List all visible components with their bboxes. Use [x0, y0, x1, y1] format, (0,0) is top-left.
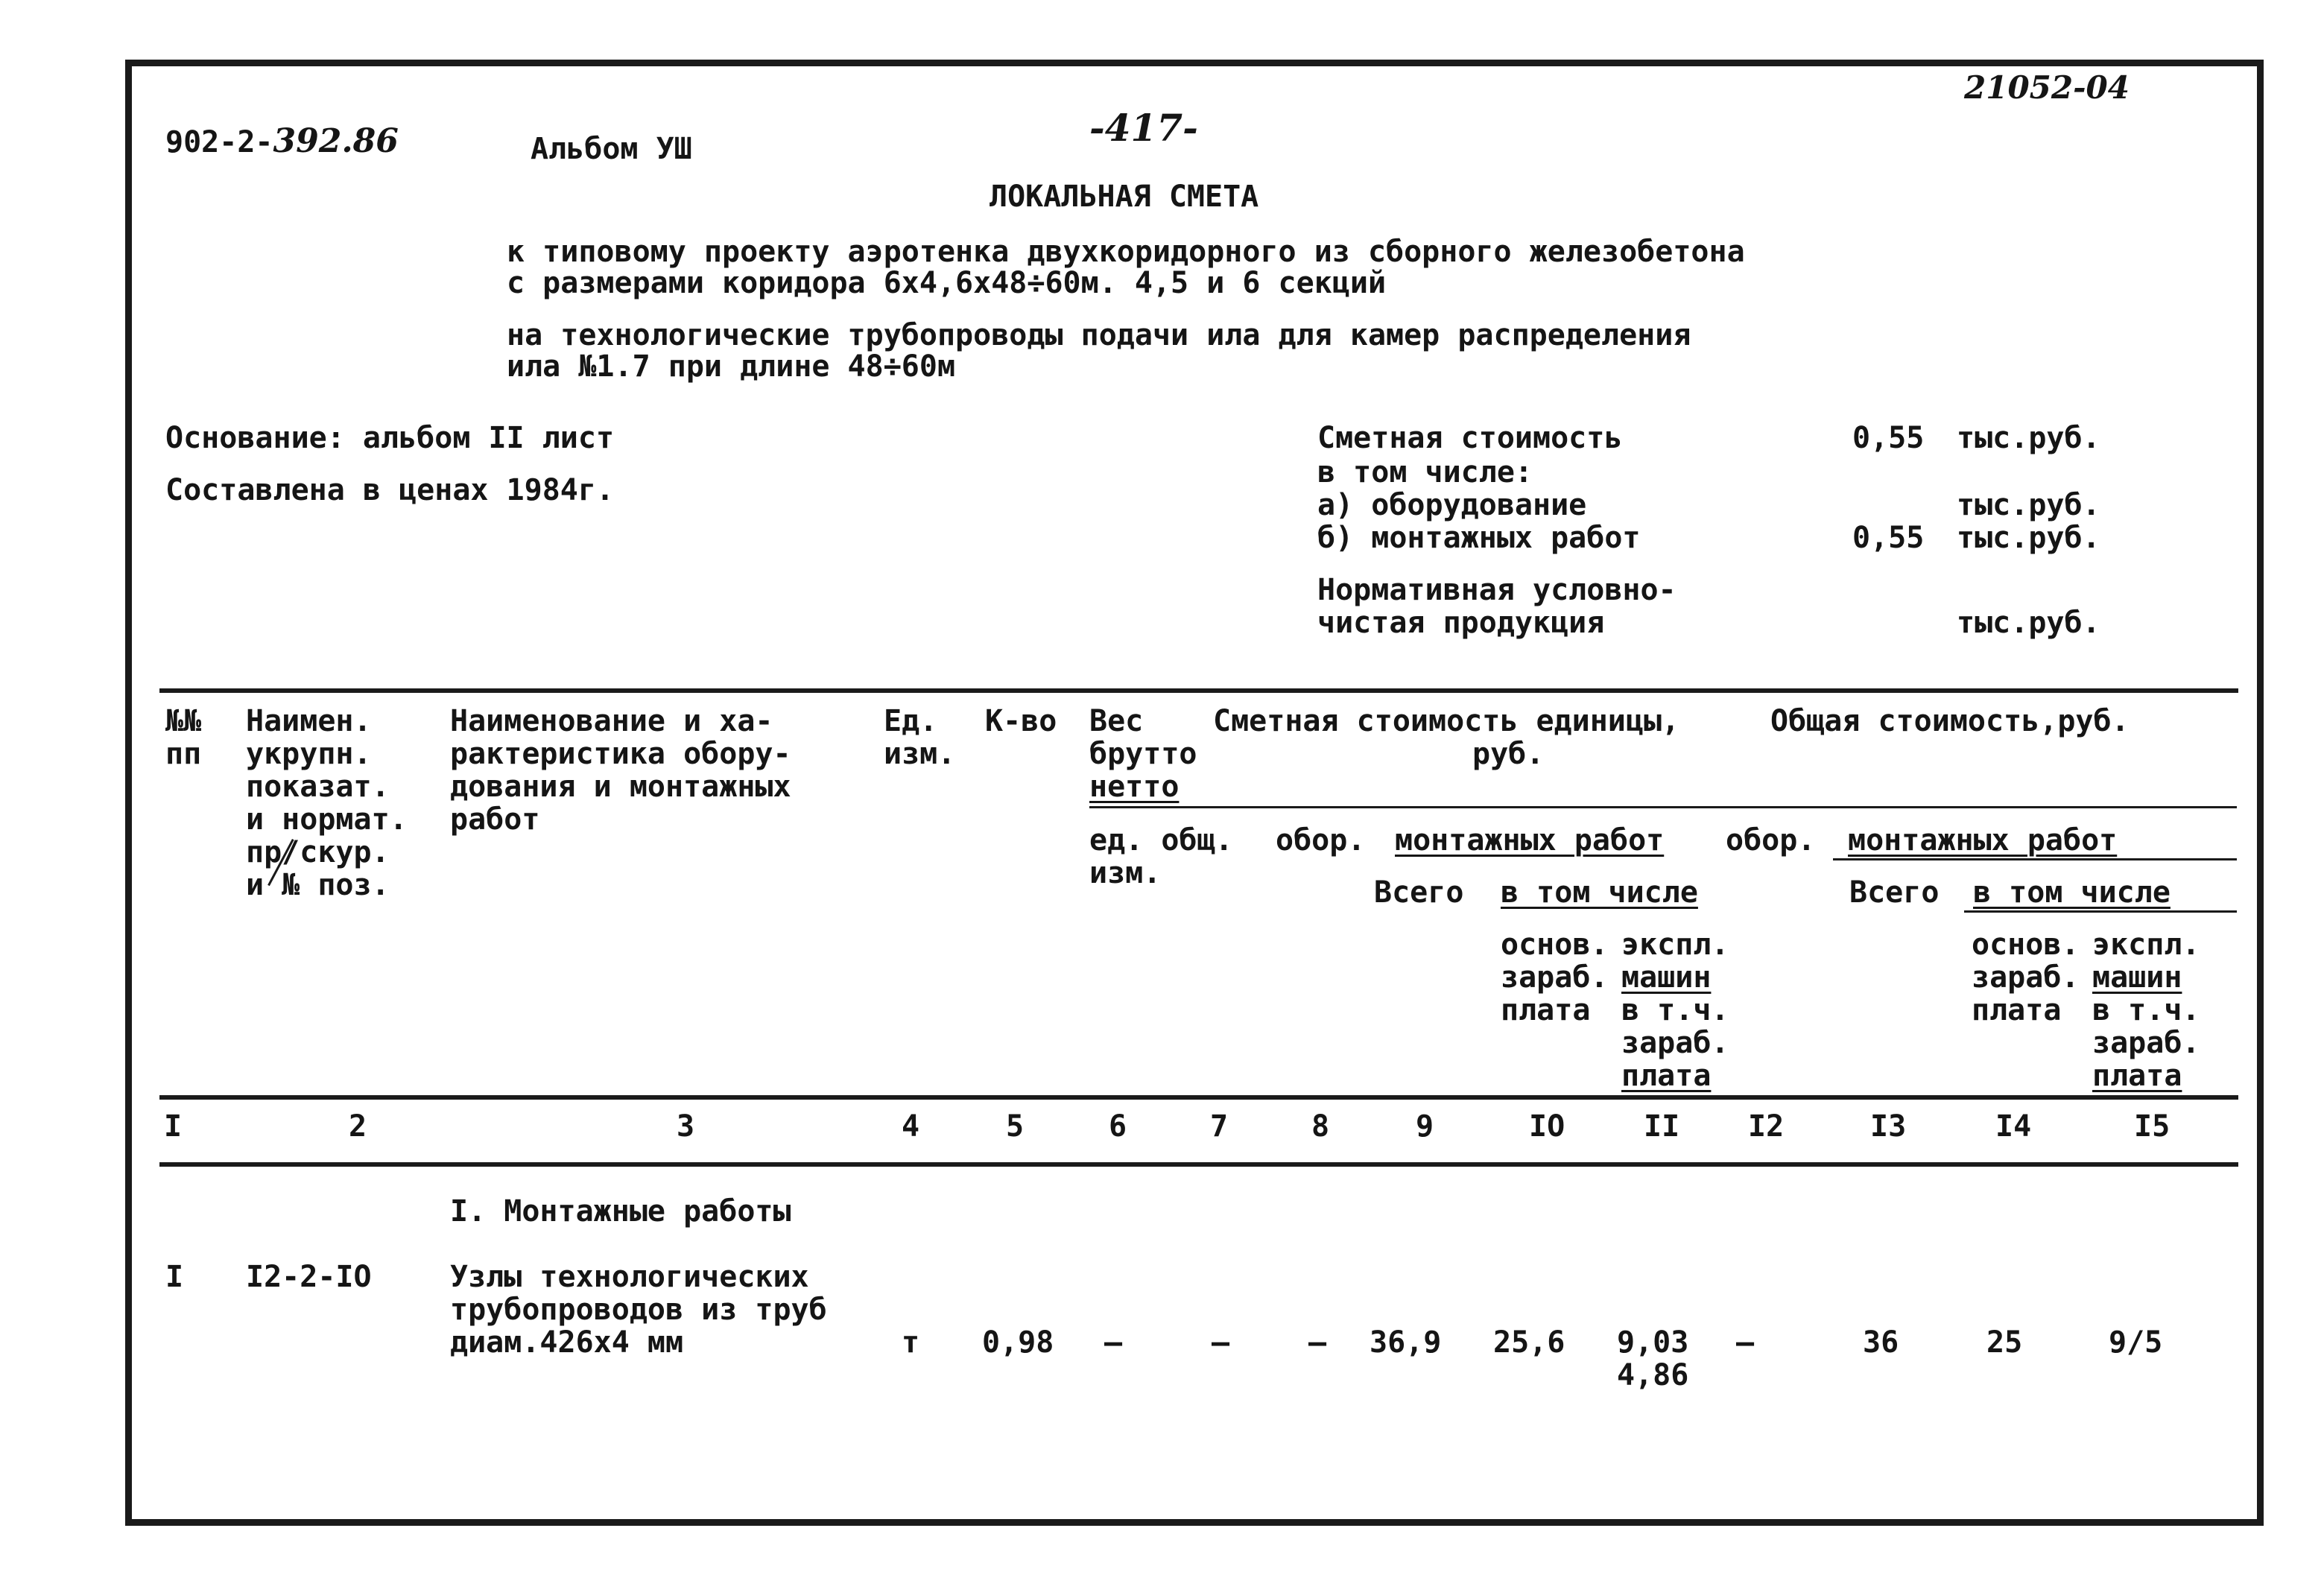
equipment-unit: тыс.руб. — [1957, 488, 2100, 522]
per-unit-label: ед. общ. изм. — [1089, 823, 1233, 890]
base-wage-label: основ. зараб. плата — [1501, 928, 1609, 1027]
base-wage-label-2: основ. зараб. плата — [1972, 928, 2080, 1027]
row-col8: – — [1308, 1325, 1327, 1360]
net-label-2: чистая продукция — [1317, 606, 1605, 640]
total-label: Всего — [1374, 875, 1464, 910]
document-title: ЛОКАЛЬНАЯ СМЕТА — [990, 180, 1259, 214]
basis-line: Основание: альбом II лист — [165, 421, 615, 455]
incl-wage-label-2: в т.ч. зараб. — [2092, 993, 2200, 1060]
column-number: I5 — [2134, 1109, 2171, 1144]
row-col11: 9,03 4,86 — [1617, 1325, 1689, 1392]
title-line-2: с размерами коридора 6х4,6х48÷60м. 4,5 и 6 секций — [507, 266, 1387, 300]
row-code: I2-2-IO — [246, 1260, 372, 1294]
header-underline-1 — [1089, 806, 2237, 808]
doc-number: 902-2-392.86 — [165, 122, 399, 160]
install-unit: тыс.руб. — [1957, 521, 2100, 555]
page-number: -417- — [1089, 106, 1198, 150]
row-col12: – — [1736, 1325, 1755, 1360]
row-col6: – — [1104, 1325, 1123, 1360]
col-header-code: Наимен. укрупн. показат. и нормат. пр/скур. и № поз. — [246, 704, 408, 902]
equipment-col-label: обор. — [1276, 823, 1366, 858]
column-number: I4 — [1995, 1109, 2032, 1144]
col-header-weight-net: нетто — [1089, 770, 1180, 804]
column-number: 6 — [1108, 1109, 1127, 1144]
column-number: I3 — [1870, 1109, 1907, 1144]
cost-label: Сметная стоимость — [1317, 421, 1623, 455]
row-unit: т — [902, 1325, 920, 1360]
machine-label-2-u: машин — [2092, 960, 2182, 995]
row-col14: 25 — [1986, 1325, 2023, 1360]
install-works-label: монтажных работ — [1395, 823, 1665, 858]
unit-cost-header: Сметная стоимость единицы, — [1213, 704, 1680, 738]
column-number: 4 — [901, 1109, 920, 1144]
net-label-1: Нормативная условно- — [1317, 573, 1676, 607]
machine-label-u: машин — [1621, 960, 1712, 995]
net-unit: тыс.руб. — [1957, 606, 2100, 640]
incl-wage-label-2-u: плата — [2092, 1059, 2182, 1093]
equipment-col-label-2: обор. — [1726, 823, 1816, 858]
incl-label-header: в том числе — [1501, 875, 1698, 910]
cost-unit: тыс.руб. — [1957, 421, 2100, 455]
total-cost-header: Общая стоимость,руб. — [1770, 704, 2130, 738]
col-header-name: Наименование и ха- рактеристика обору- дования и монтажных работ — [450, 704, 791, 837]
column-numbers-top-rule — [159, 1095, 2238, 1100]
column-number: 2 — [348, 1109, 367, 1144]
col-header-unit: Ед. изм. — [884, 704, 956, 771]
unit-cost-rub: руб. — [1472, 737, 1545, 771]
incl-wage-label-u: плата — [1621, 1059, 1712, 1093]
machine-label: экспл. — [1621, 928, 1729, 962]
install-label: б) монтажных работ — [1317, 521, 1641, 555]
row-qty: 0,98 — [982, 1325, 1054, 1360]
title-line-3: на технологические трубопроводы подачи ила для камер распределения — [507, 318, 1691, 352]
album-label: Альбом УШ — [531, 132, 692, 166]
column-number: 7 — [1209, 1109, 1229, 1144]
row-col9: 36,9 — [1370, 1325, 1442, 1360]
column-number: IO — [1529, 1109, 1565, 1144]
row-col7: – — [1212, 1325, 1230, 1360]
title-line-1: к типовому проекту аэротенка двухкоридорного из сборного железобетона — [507, 235, 1745, 269]
column-number: I — [163, 1109, 183, 1144]
row-name: Узлы технологических трубопроводов из труб диам.426х4 мм — [450, 1260, 827, 1360]
header-underline-3 — [1964, 910, 2237, 913]
column-number: I2 — [1748, 1109, 1785, 1144]
column-number: 8 — [1311, 1109, 1330, 1144]
install-works-label-2: монтажных работ — [1848, 823, 2118, 858]
cost-value: 0,55 — [1852, 421, 1925, 455]
column-number: 5 — [1005, 1109, 1025, 1144]
row-number: I — [165, 1260, 184, 1294]
header-underline-2 — [1833, 858, 2237, 860]
column-number: 3 — [676, 1109, 695, 1144]
column-number: 9 — [1415, 1109, 1434, 1144]
stamp-number: 21052-04 — [1964, 69, 2130, 106]
col-header-weight: Вес брутто — [1089, 704, 1197, 771]
section-title: I. Монтажные работы — [450, 1194, 791, 1229]
incl-wage-label: в т.ч. зараб. — [1621, 993, 1729, 1060]
prices-line: Составлена в ценах 1984г. — [165, 473, 615, 507]
col-header-qty: К-во — [985, 704, 1057, 738]
total-label-2: Всего — [1849, 875, 1940, 910]
title-line-4: ила №1.7 при длине 48÷60м — [507, 349, 956, 384]
row-col10: 25,6 — [1493, 1325, 1565, 1360]
install-value: 0,55 — [1852, 521, 1925, 555]
column-numbers-bottom-rule — [159, 1162, 2238, 1167]
row-col13: 36 — [1863, 1325, 1899, 1360]
incl-label-header-2: в том числе — [1973, 875, 2171, 910]
machine-label-2: экспл. — [2092, 928, 2200, 962]
equipment-label: а) оборудование — [1317, 488, 1587, 522]
column-number: II — [1644, 1109, 1680, 1144]
row-col15: 9/5 — [2109, 1325, 2163, 1360]
incl-label: в том числе: — [1317, 455, 1533, 489]
col-header-number: №№ пп — [165, 704, 202, 771]
table-top-rule — [159, 688, 2238, 693]
